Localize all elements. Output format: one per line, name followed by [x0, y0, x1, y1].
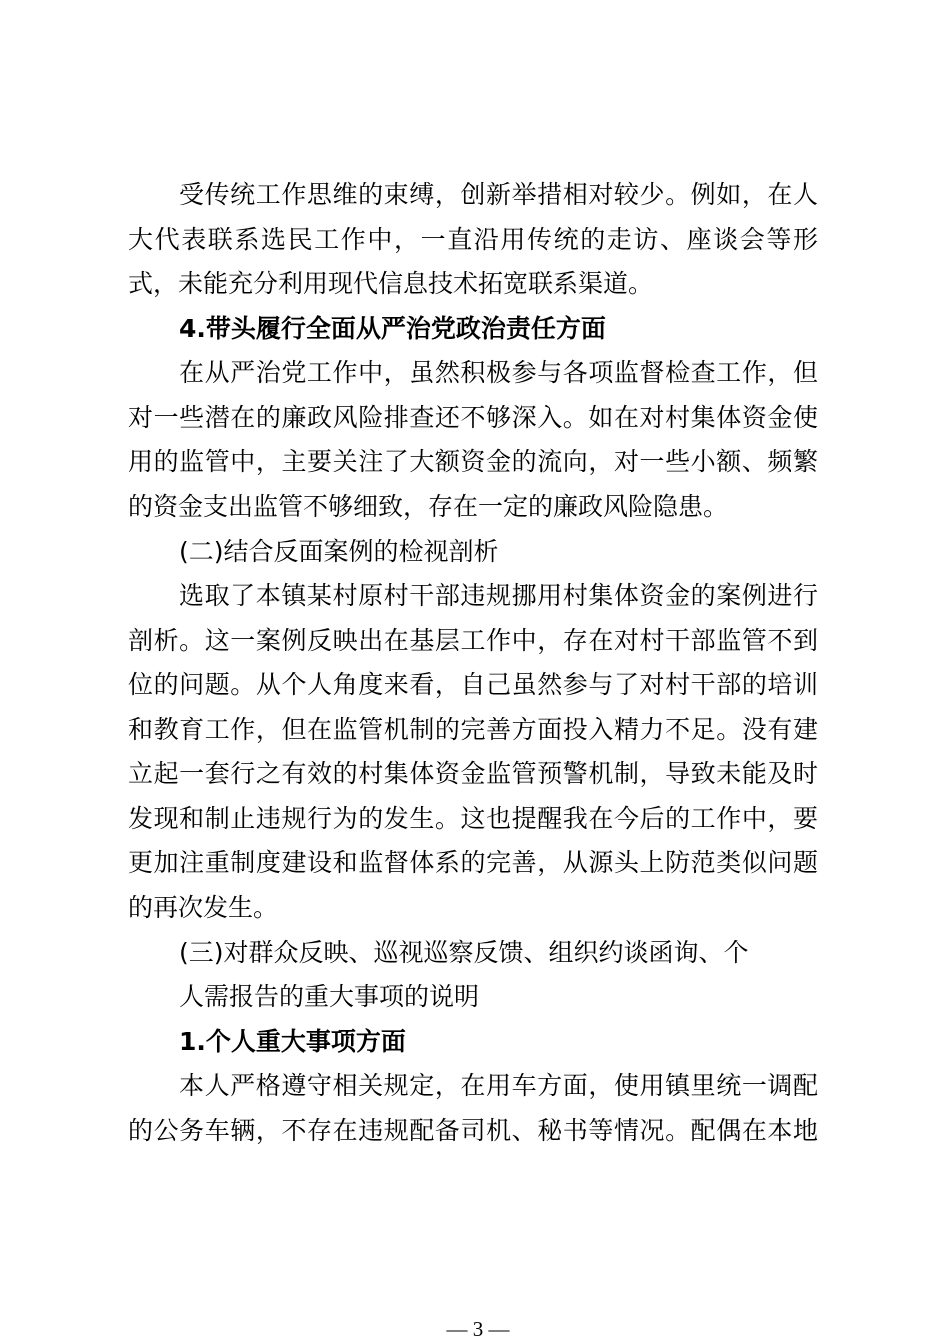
paragraph-line: 的资金支出监管不够细致，存在一定的廉政风险隐患。	[128, 491, 729, 521]
paragraph-line: 位的问题。从个人角度来看，自己虽然参与了对村干部的培训	[128, 670, 818, 700]
section-heading-text: 人需报告的重大事项的说明	[179, 982, 480, 1012]
paragraph-line: 发现和制止违规行为的发生。这也提醒我在今后的工作中，要	[128, 803, 818, 833]
section-heading-3	[128, 931, 818, 1020]
paragraph-line: 对一些潜在的廉政风险排查还不够深入。如在对村集体资金使	[128, 402, 818, 432]
paragraph-line: 立起一套行之有效的村集体资金监管预警机制，导致未能及时	[128, 759, 818, 789]
paragraph-line: 受传统工作思维的束缚，创新举措相对较少。例如，在人	[179, 180, 818, 209]
paragraph-line: 的公务车辆，不存在违规配备司机、秘书等情况。配偶在本地	[128, 1115, 818, 1145]
subsection-heading-text: 1.个人重大事项方面	[179, 1026, 406, 1056]
paragraph-line: 和教育工作，但在监管机制的完善方面投入精力不足。没有建	[128, 714, 818, 744]
section-heading-text: (二)结合反面案例的检视剖析	[179, 536, 499, 566]
paragraph-line: 在从严治党工作中，虽然积极参与各项监督检查工作，但	[179, 358, 818, 388]
page-number: — 3 —	[446, 1317, 510, 1341]
paragraph-line: 本人严格遵守相关规定，在用车方面，使用镇里统一调配	[179, 1071, 818, 1101]
paragraph-line: 的再次发生。	[128, 893, 279, 922]
subsection-heading-4	[128, 307, 818, 352]
page-footer	[0, 1316, 950, 1342]
paragraph-3	[128, 574, 818, 931]
paragraph-1	[128, 173, 818, 307]
paragraph-2	[128, 351, 818, 529]
subsection-heading-1	[128, 1020, 818, 1065]
paragraph-line: 式，未能充分利用现代信息技术拓宽联系渠道。	[128, 269, 654, 299]
paragraph-4	[128, 1064, 818, 1153]
section-heading-2	[128, 530, 818, 575]
paragraph-line: 大代表联系选民工作中，一直沿用传统的走访、座谈会等形	[128, 224, 818, 254]
section-heading-text: (三)对群众反映、巡视巡察反馈、组织约谈函询、个	[179, 937, 749, 967]
subsection-heading-text: 4.带头履行全面从严治党政治责任方面	[179, 313, 606, 343]
paragraph-line: 用的监管中，主要关注了大额资金的流向，对一些小额、频繁	[128, 447, 818, 477]
paragraph-line: 剖析。这一案例反映出在基层工作中，存在对村干部监管不到	[128, 625, 818, 655]
paragraph-line: 选取了本镇某村原村干部违规挪用村集体资金的案例进行	[179, 581, 818, 611]
page-body	[128, 173, 818, 1153]
paragraph-line: 更加注重制度建设和监督体系的完善，从源头上防范类似问题	[128, 848, 818, 878]
